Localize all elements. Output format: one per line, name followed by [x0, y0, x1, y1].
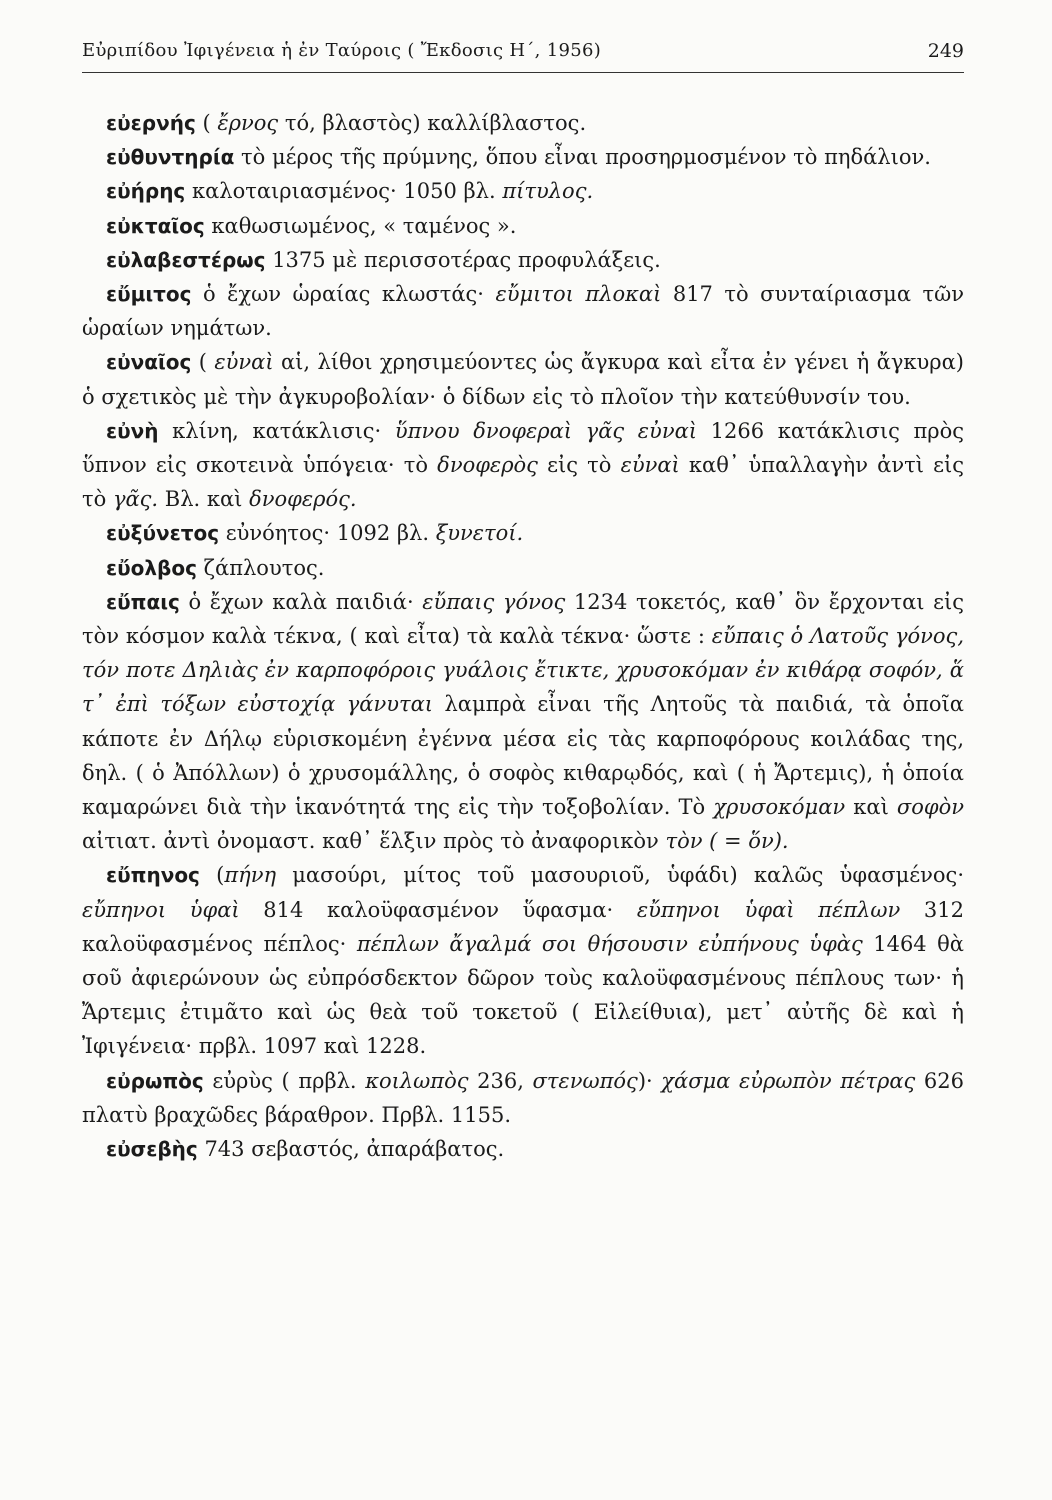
glossary-entry	[82, 858, 964, 1063]
quoted-text: ἔρνος	[217, 111, 279, 135]
glossary-entry	[82, 585, 964, 859]
definition-text: 743 σεβαστός, ἀπαράβατος.	[197, 1137, 505, 1162]
definition-text: )·	[637, 1068, 662, 1093]
quoted-text: δνοφερὸς	[437, 453, 538, 478]
definition-text: 817 τὸ συνταίριασμα τῶν ὡραίων νημάτων.	[82, 282, 964, 341]
headword: εὐξύνετος	[106, 521, 220, 546]
definition-text: εὐνόητος· 1092 βλ.	[219, 521, 436, 546]
quoted-text: εὔπηνοι ὑφαὶ πέπλων	[636, 897, 901, 922]
definition-text: (	[191, 350, 215, 375]
headword: εὔολβος	[106, 555, 197, 580]
definition-text: καὶ	[845, 795, 897, 820]
glossary-entry	[82, 209, 964, 243]
definition-text: (	[199, 863, 225, 888]
definition-text: 312 καλοϋφασμένος πέπλος·	[82, 897, 964, 956]
definition-text: λαμπρὰ εἶναι τῆς Λητοῦς τὰ παιδιά, τὰ ὁποῖα κάποτε ἐν Δήλῳ εὑρισκομένη ἐγέννα μέσα εἰς τὰς καρποφόρους κοιλάδας της, δηλ. ( ὁ Ἀπόλλων) ὁ χρυσομάλλης, ὁ σοφὸς κιθαρῳδός, καὶ ( ἡ Ἄρτεμις), ἡ ὁποία καμαρώνει διὰ τὴν ἱκανότητά της εἰς τὴν τοξοβολίαν. Τὸ	[82, 692, 964, 820]
headword: εὐερνής	[106, 111, 196, 135]
glossary-entry	[82, 551, 964, 585]
definition-text: 1375 μὲ περισσοτέρας προφυλάξεις.	[265, 247, 661, 272]
headword: εὔπαις	[106, 589, 180, 614]
headword: εὐκταῖος	[106, 213, 205, 238]
headword: εὔμιτος	[106, 282, 192, 307]
definition-text: αἰτιατ. ἀντὶ ὀνομαστ. καθ᾽ ἕλξιν πρὸς τὸ ἀναφορικὸν	[82, 829, 666, 854]
quoted-text: τὸν ( = ὅν).	[665, 829, 789, 854]
quoted-text: κοιλωπὸς	[365, 1068, 469, 1093]
definition-text: καλοταιριασμένος· 1050 βλ.	[185, 179, 503, 204]
quoted-text: εὔμιτοι πλοκαὶ	[495, 282, 662, 307]
glossary-entry	[82, 516, 964, 550]
definition-text: (	[195, 111, 218, 135]
quoted-text: ξυνετοί.	[435, 521, 524, 546]
definition-text: 626 πλατὺ βραχῶδες βάραθρον. Πρβλ. 1155.	[82, 1068, 964, 1127]
definition-text: καθωσιωμένος, « ταμένος ».	[204, 213, 517, 238]
glossary-entry	[82, 1132, 964, 1166]
quoted-text: σοφὸν	[896, 795, 965, 820]
quoted-text: εὔπαις ὁ Λατοῦς γόνος, τόν ποτε Δηλιὰς ἐν καρποφόροις γυάλοις ἔτικτε, χρυσοκόμαν ἐν κιθάρᾳ σοφόν, ἅ τ᾽ ἐπὶ τόξων εὐστοχίᾳ γάνυται	[82, 624, 964, 717]
definition-text: Βλ. καὶ	[158, 487, 250, 512]
definition-text: 814 καλοϋφασμένον ὕφασμα·	[239, 897, 637, 922]
definition-text: εὐρὺς ( πρβλ.	[203, 1068, 366, 1093]
headword: εὐλαβεστέρως	[106, 247, 266, 272]
definition-text: αἱ, λίθοι χρησιμεύοντες ὡς ἄγκυρα καὶ εἶτα ἐν γένει ἡ ἄγκυρα) ὁ σχετικὸς μὲ τὴν ἀγκυροβολίαν· ὁ δίδων εἰς τὸ πλοῖον τὴν κατεύθυνσίν του.	[82, 350, 964, 409]
glossary-entry	[82, 345, 964, 413]
page-header	[82, 30, 964, 73]
quoted-text: εὐναὶ	[620, 453, 680, 478]
glossary-entry	[82, 106, 964, 140]
definition-text: κλίνη, κατάκλισις·	[158, 418, 395, 443]
quoted-text: εὔπηνοι ὑφαὶ	[82, 897, 240, 922]
quoted-text: ὕπνου δνοφεραὶ γᾶς εὐναὶ	[394, 418, 698, 443]
page-number: 249	[927, 40, 964, 62]
definition-text: ὁ ἔχων ὡραίας κλωστάς·	[191, 282, 496, 307]
definition-text: 1464 θὰ σοῦ ἀφιερώνουν ὡς εὐπρόσδεκτον δῶρον τοὺς καλοϋφασμένους πέπλους των· ἡ Ἄρτεμις ἐτιμᾶτο καὶ ὡς θεὰ τοῦ τοκετοῦ ( Εἰλείθυια), μετ᾽ αὐτῆς δὲ καὶ ἡ Ἰφιγένεια· πρβλ. 1097 καὶ 1228.	[82, 931, 964, 1059]
definition-text: 1234 τοκετός, καθ᾽ ὃν ἔρχονται εἰς τὸν κόσμον καλὰ τέκνα, ( καὶ εἶτα) τὰ καλὰ τέκνα· ὥστε :	[82, 589, 964, 649]
glossary-entry	[82, 414, 964, 517]
glossary-body	[82, 106, 964, 1166]
glossary-entry	[82, 277, 964, 345]
glossary-entry	[82, 174, 964, 208]
quoted-text: εὔπαις γόνος	[422, 589, 566, 614]
glossary-entry	[82, 1064, 964, 1132]
quoted-text: πήνη	[224, 863, 277, 888]
headword: εὐρωπὸς	[106, 1068, 204, 1093]
running-head: Εὐριπίδου Ἰφιγένεια ἡ ἐν Ταύροις ( Ἔκδοσις Η΄, 1956)	[82, 40, 602, 61]
quoted-text: εὐναὶ	[214, 350, 274, 375]
quoted-text: χάσμα εὐρωπὸν πέτρας	[661, 1068, 916, 1093]
headword: εὔπηνος	[106, 863, 200, 888]
definition-text: μασούρι, μίτος τοῦ μασουριοῦ, ὑφάδι) καλῶς ὑφασμένος·	[276, 863, 964, 888]
glossary-entry	[82, 140, 964, 174]
definition-text: τό, βλαστὸς) καλλίβλαστος.	[278, 111, 587, 135]
quoted-text: δνοφερός.	[249, 487, 357, 512]
quoted-text: στενωπός	[532, 1068, 638, 1093]
headword: εὐθυντηρία	[106, 145, 235, 170]
definition-text: 236,	[468, 1068, 533, 1093]
headword: εὐναῖος	[106, 350, 192, 375]
definition-text: τὸ μέρος τῆς πρύμνης, ὅπου εἶναι προσηρμοσμένον τὸ πηδάλιον.	[234, 145, 931, 170]
quoted-text: πίτυλος.	[502, 179, 594, 204]
quoted-text: γᾶς.	[112, 487, 159, 512]
definition-text: εἰς τὸ	[537, 453, 621, 478]
definition-text: ὁ ἔχων καλὰ παιδιά·	[179, 589, 423, 614]
quoted-text: χρυσοκόμαν	[713, 795, 846, 820]
headword: εὐνὴ	[106, 418, 159, 443]
definition-text: καθ᾽ ὑπαλλαγὴν ἀντὶ εἰς τὸ	[82, 453, 964, 512]
definition-text: 1266 κατάκλισις πρὸς ὕπνον εἰς σκοτεινὰ ὑπόγεια· τὸ	[82, 418, 965, 478]
headword: εὐήρης	[106, 179, 186, 204]
definition-text: ζάπλουτος.	[196, 555, 325, 580]
quoted-text: πέπλων ἄγαλμά σοι θήσουσιν εὐπήνους ὑφὰς	[356, 931, 863, 956]
glossary-entry	[82, 243, 964, 277]
headword: εὐσεβὴς	[106, 1137, 198, 1162]
